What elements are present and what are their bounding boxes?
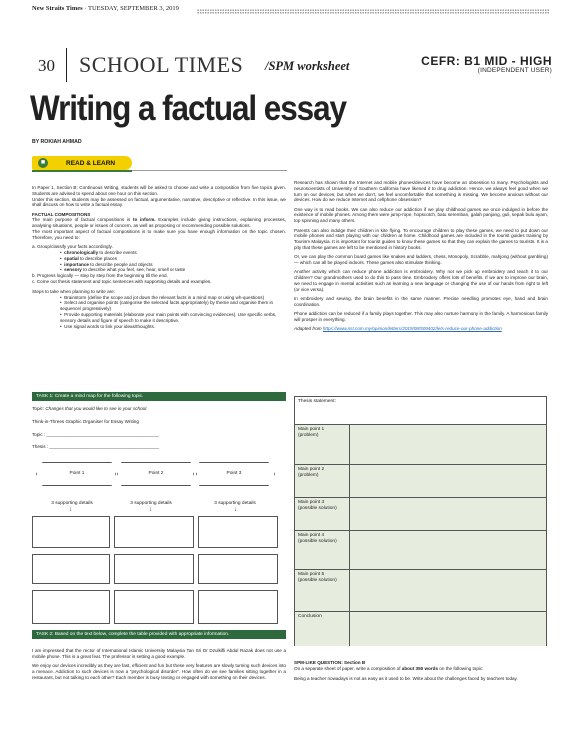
- detail-box[interactable]: [32, 590, 110, 624]
- badge-rule: [132, 170, 287, 171]
- step-a: a. Group/classify your facts accordingly.: [32, 244, 113, 250]
- detail-box[interactable]: [32, 516, 110, 548]
- row-label: Main point 2 (problem): [295, 465, 350, 497]
- section-title: SCHOOL TIMES: [79, 52, 244, 77]
- table-row: [295, 611, 546, 646]
- detail-box[interactable]: [32, 554, 110, 584]
- answer-cell[interactable]: [350, 570, 546, 611]
- detail-box[interactable]: [198, 590, 278, 624]
- task2-paragraph: We enjoy our devices incredibly as they are fast, efficient and fun but these very features are slowly turning such devices into a menace. Addiction to such devices is now a “psychological disorder”. How often do we see families sitting together in a restaurant, but not talking to each other? Each member is busy texting or engaged with something on their devices.: [32, 663, 286, 680]
- cefr-level: [421, 54, 552, 74]
- answer-cell[interactable]: [350, 498, 546, 530]
- article-paragraph: One way is to read books. We can also reduce our addiction if we play childhood games we once indulged in before the existence of mobile phones. Among them were jump-rope, hopscotch, batu seremban, galah panjang, guli, sepak bulu ayam, top spinning and many others.: [294, 206, 548, 224]
- answer-cell[interactable]: [350, 465, 546, 497]
- fc-paragraph-2: The most important aspect of factual compositions is to make sure you have enough information on the topic chosen. Therefore, you need to:: [32, 229, 286, 240]
- point-2-label: Point 2: [148, 471, 164, 476]
- article-title: Writing a factual essay: [30, 89, 346, 128]
- classify-list: [60, 250, 286, 273]
- article-paragraph: Research has shown that the Internet and mobile phones/devices have become an obsession to many. Psychologists and neuroscientists of University of Southern California have likened it to drug addiction. Hence, we always feel good when we turn on our devices, but when we don’t, we feel uncomfortable that something is missing. We become anxious without our devices. How do we reduce Internet and cellphone obsession?: [294, 180, 548, 203]
- spm-instruction: On a separate sheet of paper, write a composition of about 350 words on the following topic:: [294, 665, 484, 671]
- list-item: • sensory to describe what you feel, see, hear, smell or taste: [60, 267, 186, 273]
- detail-box[interactable]: [114, 554, 194, 584]
- steps-heading: Steps to take when planning to write are:: [32, 288, 115, 294]
- article-paragraph: Phone addiction can be reduced if a family plays together. This may also nurture harmony in the family. A harmonious family will prosper in everything.: [294, 311, 548, 322]
- task1-bar: TASK 1: Create a mind map for the following topic.: [32, 392, 286, 401]
- right-column-text: [294, 180, 548, 336]
- fc-heading: FACTUAL COMPOSITIONS: [32, 211, 91, 217]
- list-item: • Brainstorm (define the scope and jot down the relevant facts in a mind map or using wh-questions): [60, 294, 265, 300]
- row-label: Conclusion: [295, 612, 350, 646]
- detail-box[interactable]: [198, 554, 278, 584]
- list-item: • spatial to describe places: [60, 255, 118, 261]
- table-row: [295, 424, 546, 464]
- left-column-text: [32, 185, 286, 329]
- supporting-label: 3 supporting details: [214, 501, 256, 506]
- step-b: b. Progress logically — step by step from the beginning till the end.: [32, 273, 168, 279]
- list-item: • chronologically to describe events: [60, 249, 137, 255]
- step-c: c. Come out thesis statement and topic sentences with supporting details and examples.: [32, 278, 212, 284]
- task2-paragraph: I am impressed that the rector of International Islamic University Malaysia Tan Sri Dr Dzulkifli Abdul Razak does not use a mobile phone. This is a great feat. The professor is setting a good example.: [32, 648, 286, 659]
- masthead-bar: [32, 5, 550, 17]
- detail-box[interactable]: [198, 516, 278, 548]
- arrow-down-icon: ↓: [149, 507, 152, 513]
- cefr-sublabel: (INDEPENDENT USER): [477, 67, 552, 74]
- read-learn-badge: [32, 156, 132, 170]
- cefr-label: CEFR: B1 MID - HIGH: [421, 54, 552, 68]
- badge-underline: [32, 170, 132, 172]
- spm-heading: SPM-LIKE QUESTION: Section B: [294, 660, 366, 665]
- task2-bar: TASK 2: Based on the text below, complete the table provided with appropriate information.: [32, 630, 286, 639]
- detail-box[interactable]: [114, 516, 194, 548]
- thesis-line[interactable]: Thesis : ___________________________________________: [32, 444, 160, 450]
- list-item: • importance to describe people and objects: [60, 261, 153, 267]
- arrow-down-icon: ↓: [69, 507, 72, 513]
- article-paragraph: Parents can also indulge their children in kite flying. To encourage children to play these games, we need to put down our mobile phones and start playing with our children at home. Childhood games are included in the tourist guides training by Tourism Malaysia. It is important for tourist guides to know these games so that they can explain the games to tourists. It is a pity that these games are left to be mentioned in history books.: [294, 227, 548, 250]
- publication-name: New Straits Times: [32, 5, 83, 12]
- point-1-label: Point 1: [69, 471, 85, 476]
- row-label: Thesis statement:: [295, 397, 546, 424]
- page-number: 30: [38, 56, 55, 75]
- list-item: • Provide supporting materials (elaborate your main points with convincing evidences). Use specific verbs, sensory details and figure of speech to make it descriptive.: [60, 311, 277, 323]
- table-row: [295, 569, 546, 611]
- answer-cell[interactable]: [350, 531, 546, 569]
- list-item: • Select and organise points (categorise the selected facts appropriately) by theme and organise them in sequence/ progressively): [60, 300, 274, 312]
- source-link[interactable]: https://www.nst.com.my/opinion/letters/2019/08/509402/lets-reduce-our-phone-addiction: [322, 326, 502, 332]
- answer-cell[interactable]: [350, 612, 546, 646]
- task2-table: [294, 396, 547, 646]
- list-item: • Use signal words to link your ideas/thoughts.: [60, 323, 156, 329]
- organiser-title: Think-in-Threes Graphic Organiser for Essay Writing: [32, 418, 139, 424]
- article-paragraph: In embroidery and sewing, the brain benefits in the same manner. Precise needling promotes eye, hand and brain coordination.: [294, 296, 548, 307]
- supporting-label: 3 supporting details: [130, 501, 172, 506]
- topic-line[interactable]: Topic : ____________________________________________: [32, 431, 159, 437]
- fc-paragraph: The main purpose of factual compositions is to inform. Examples include giving instructions, explaining processes, analysing situations, people or issues of concern, as well as proposing or recommending possible solutions.: [32, 217, 286, 229]
- supporting-label: 3 supporting details: [51, 501, 93, 506]
- section-header: [32, 52, 552, 82]
- detail-box[interactable]: [114, 590, 194, 624]
- table-row: [295, 497, 546, 530]
- task1-text: [32, 406, 286, 450]
- row-label: Main point 3 (possible solution): [295, 498, 350, 530]
- table-row: [295, 397, 546, 424]
- table-row: [295, 530, 546, 569]
- subsection-title: /SPM worksheet: [265, 59, 350, 73]
- answer-cell[interactable]: [350, 425, 546, 464]
- dotted-rule: [197, 9, 550, 14]
- steps-list: [60, 295, 280, 330]
- spm-topic: Being a teacher nowadays is not as easy as it used to be. Write about the challenges faced by teachers today.: [294, 675, 518, 681]
- task2-text: [32, 648, 286, 684]
- table-row: [295, 464, 546, 497]
- source-note: Adapted from https://www.nst.com.my/opinion/letters/2019/08/509402/lets-reduce-our-phone-addiction: [294, 326, 502, 332]
- article-paragraph: Another activity which can reduce phone addiction is embroidery. Why not we pick up embroidery and teach it to our children? Our grandmothers used to do this to pass time. Embroidery offers lots of benefits. If we are to improve our brain, we need to engage in mental activities such as learning a new language or changing the use of our hands from right to left (or vice versa).: [294, 269, 548, 292]
- badge-label: READ & LEARN: [66, 159, 116, 167]
- task1-topic: Topic: Changes that you would like to see in your school.: [32, 406, 148, 411]
- publication-date: · TUESDAY, SEPTEMBER 3, 2019: [82, 5, 179, 12]
- arrow-down-icon: ↓: [234, 507, 237, 513]
- header-divider: [66, 48, 67, 82]
- spm-question: [294, 660, 548, 685]
- intro-paragraph: In Paper 1, Section B: Continuous Writing, students will be asked to choose and write a composition from five topics given. Students are advised to spend about one hour on this section. Under this section, students may be assessed on factual, argumentative, narrative, descriptive or reflective. In this issue, we shall discuss on how to write a factual essay.: [32, 185, 286, 208]
- byline: BY ROKIAH AHMAD: [32, 139, 82, 145]
- book-icon: ■: [38, 158, 48, 168]
- row-label: Main point 1 (problem): [295, 425, 350, 464]
- point-3-label: Point 3: [226, 471, 242, 476]
- row-label: Main point 5 (possible solution): [295, 570, 350, 611]
- row-label: Main point 4 (possible solution): [295, 531, 350, 569]
- article-paragraph: Or, we can play the common board games like snakes and ladders, chess, Monopoly, Scrabble, mahjong (without gambling) — which can all be played indoors. These games also stimulate thinking.: [294, 254, 548, 266]
